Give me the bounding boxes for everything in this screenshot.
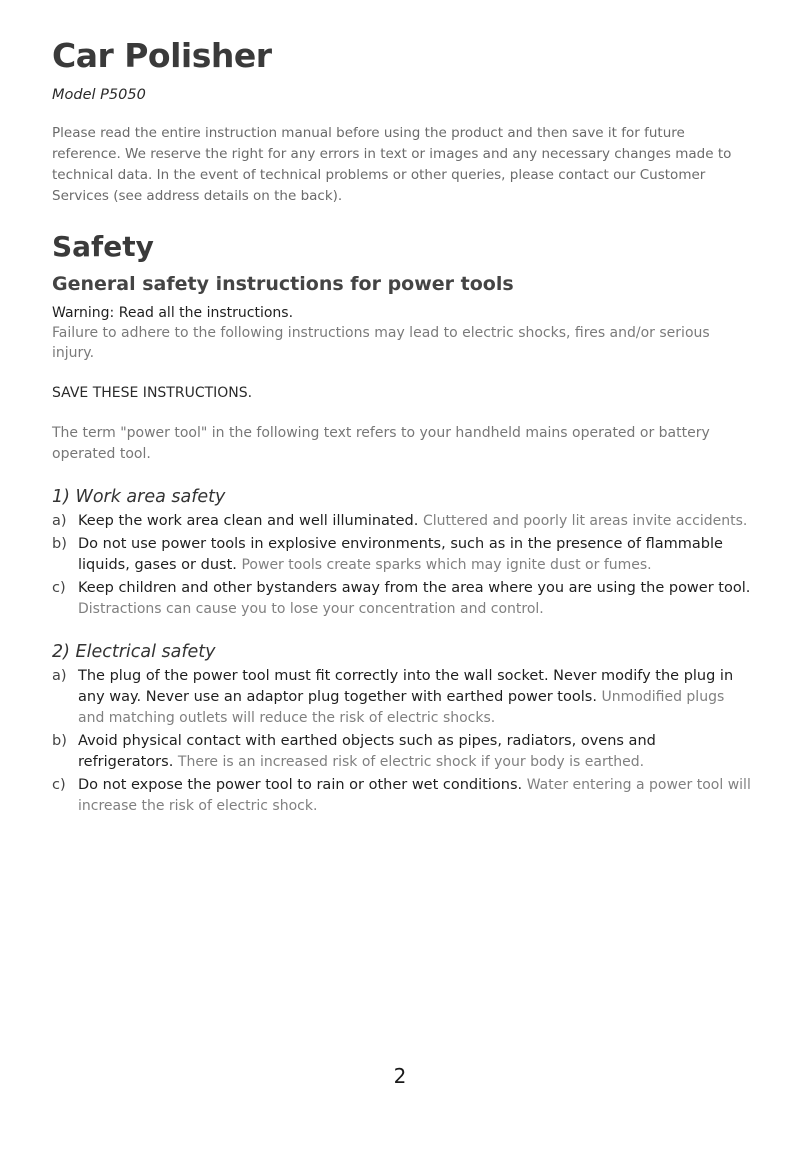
- item-label: a): [52, 513, 67, 529]
- item-explanation: There is an increased risk of electric shock if your body is earthed.: [177, 754, 645, 770]
- item-instruction: Do not use power tools in explosive environments, such as in the presence of flammable liquids, gases or dust.: [78, 536, 723, 573]
- general-safety-subheading: General safety instructions for power tools: [52, 273, 514, 295]
- section-title: 2) Electrical safety: [52, 642, 216, 662]
- list-item: [52, 666, 752, 729]
- intro-paragraph: Please read the entire instruction manual before using the product and then save it for future reference. We reserve the right for any errors in text or images and any necessary changes made to technical data. In the event of technical problems or other queries, please contact our Customer Services (see address details on the back).: [52, 125, 732, 204]
- item-text: [78, 534, 752, 576]
- item-text: [78, 731, 752, 773]
- item-instruction: Keep children and other bystanders away from the area where you are using the power tool.: [78, 580, 751, 596]
- item-label: c): [52, 580, 66, 596]
- item-explanation: Distractions can cause you to lose your concentration and control.: [78, 601, 544, 617]
- item-label: b): [52, 536, 67, 552]
- section-electrical: [52, 640, 752, 817]
- item-instruction: Avoid physical contact with earthed objects such as pipes, radiators, ovens and refrigerators.: [78, 733, 656, 770]
- term-note: The term "power tool" in the following text refers to your handheld mains operated or battery operated tool.: [52, 425, 710, 462]
- safety-heading: Safety: [52, 230, 154, 263]
- item-text: [78, 775, 752, 817]
- page-title: Car Polisher: [52, 36, 272, 75]
- item-label: c): [52, 777, 66, 793]
- item-instruction: The plug of the power tool must fit correctly into the wall socket. Never modify the plug in any way. Never use an adaptor plug together with earthed power tools.: [78, 668, 734, 705]
- item-explanation: Unmodified plugs and matching outlets will reduce the risk of electric shocks.: [78, 689, 725, 726]
- item-explanation: Cluttered and poorly lit areas invite accidents.: [422, 513, 748, 529]
- item-explanation: Water entering a power tool will increase the risk of electric shock.: [78, 777, 751, 814]
- item-explanation: Power tools create sparks which may ignite dust or fumes.: [241, 557, 652, 573]
- item-label: b): [52, 733, 67, 749]
- save-notice: SAVE THESE INSTRUCTIONS.: [52, 385, 253, 401]
- item-label: a): [52, 668, 67, 684]
- list-item: [52, 578, 752, 620]
- item-instruction: Do not expose the power tool to rain or other wet conditions.: [78, 777, 523, 793]
- item-text: [78, 511, 752, 532]
- list-item: [52, 534, 752, 576]
- warning-detail: Failure to adhere to the following instructions may lead to electric shocks, fires and/or serious injury.: [52, 325, 710, 361]
- item-text: [78, 578, 752, 620]
- item-text: [78, 666, 752, 729]
- warning-block: [52, 303, 752, 363]
- list-item: [52, 731, 752, 773]
- section-title: 1) Work area safety: [52, 487, 226, 507]
- list-item: [52, 511, 752, 532]
- model-number: Model P5050: [52, 87, 146, 103]
- item-instruction: Keep the work area clean and well illuminated.: [78, 513, 419, 529]
- manual-page: [52, 34, 752, 817]
- warning-lead: Warning: Read all the instructions.: [52, 305, 294, 321]
- section-work-area: [52, 485, 752, 620]
- list-item: [52, 775, 752, 817]
- page-number: 2: [393, 1064, 407, 1088]
